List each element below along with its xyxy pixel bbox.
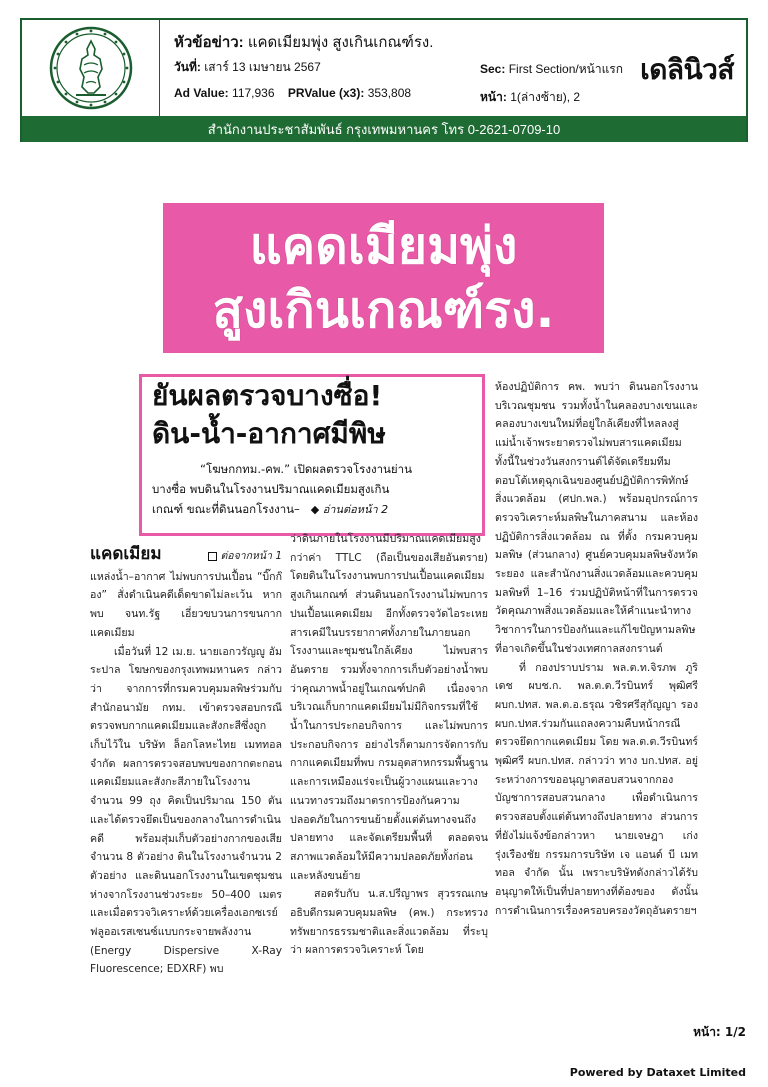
sec-label: Sec: [480,62,506,76]
continue-ref: ◆ อ่านต่อหน้า 2 [310,503,389,516]
date-value: เสาร์ 13 เมษายน 2567 [204,60,321,74]
article-column-1 [90,545,282,1015]
headline-value: แคดเมียมพุ่ง สูงเกินเกณฑ์รง. [247,34,434,51]
headline-line-1: แคดเมียมพุ่ง [249,217,518,275]
bangkok-seal-icon [48,25,134,111]
date-label: วันที่: [174,60,201,74]
clipping-header [20,18,748,142]
page-number: หน้า: 1/2 [693,1025,746,1039]
ad-value: 117,936 [232,86,275,100]
subheadline-title-2: ดิน-น้ำ-อากาศมีพิษ [152,417,386,450]
subheadline-title-1: ยันผลตรวจบางซื่อ! [152,379,383,412]
col2-paragraph: ว่าดินภายในโรงงานมีปริมาณแคดเมียมสูงกว่าค่า TTLC (ถือเป็นของเสียอันตราย) โดยดินในโรงงานพบการปนเปื้อนแคดเมียมสูงเกินเกณฑ์ ส่วนดินนอกโรงงานไม่พบการปนเปื้อนแคดเมียม อีกทั้งตรวจวัดไอระเหยสารเคมีในบรรยากาศทั้งภายในภายนอกโรงงานและชุมชนใกล้เคียง ไม่พบสารอันตราย รวมทั้งจากการเก็บตัวอย่างน้ำพบว่าคุณภาพน้ำอยู่ในเกณฑ์ปกติ เนื่องจากบริเวณเก็บกากแคดเมียมไม่มีกิจกรรมที่ใช้น้ำในการประกอบกิจการ และไม่พบการประกอบกิจการ อย่างไรก็ตามการจัดการกับกากแคดเมียมที่พบ กรมอุตสาหกรรมพื้นฐานและการเหมืองแร่จะเป็นผู้วางแผนและวางแนวทางรวมถึงมาตรการป้องกันความปลอดภัยในการขนย้ายตั้งแต่ต้นทางจนถึงปลายทาง และจัดเตรียมพื้นที่ ตลอดจนสภาพแวดล้อมให้มีความปลอดภัยทั้งก่อนและหลังขนย้าย [290,533,488,882]
headline-row [174,30,433,54]
powered-by: Powered by Dataxet Limited [569,1066,746,1079]
article-column-3 [495,378,698,1010]
article-column-2 [290,530,488,1012]
newspaper-brand: เดลินิวส์ [640,53,734,86]
lead-line-3-text: เกณฑ์ ขณะที่ดินนอกโรงงาน– [152,502,300,516]
kicker-row [90,545,282,566]
pr-value: 353,808 [367,86,412,100]
col3-paragraph: ที่ กองปราบปราม พล.ต.ท.จิรภพ ภูริเดช ผบช.ก. พล.ต.ต.วีรบินทร์ พุฒิศรี ผบก.ปทส. พล.ต.อ.ธรุณ วชิรศรีสุกัญญา รอง ผบก.ปทส.ร่วมกันแถลงความคืบหน้ากรณีตรวจยึดกากแคดเมียม โดย พล.ต.ต.วีรบินทร์ พุฒิศรี ผบก.ปทส. กล่าวว่า ทาง บก.ปทส. อยู่ระหว่างการขออนุญาตสอบสวนจากกองบัญชาการสอบสวนกลาง เพื่อดำเนินการตรวจสอบตั้งแต่ต้นทางถึงปลายทาง ส่วนการที่ยังไม่แจ้งข้อกล่าวหา นายเจษฎา เก่งรุ่งเรืองชัย กรรมการบริษัท เจ แอนด์ บี เมททอล จำกัด นั้น เพราะบริษัทดังกล่าวได้รับอนุญาตให้เป็นที่ปลายทางที่ต้องของ ดังนั้นการดำเนินการเรื่องครอบครองวัตถุอันตรายฯ [495,661,698,917]
pr-label: PRValue (x3): [287,86,365,100]
sec-value: First Section/หน้าแรก [508,62,624,76]
value-row [174,86,411,100]
headline-line-2: สูงเกินเกณฑ์รง. [212,281,555,339]
headline-label: หัวข้อข่าว: [174,34,244,51]
header-info [170,26,624,116]
col3-paragraph: ห้องปฏิบัติการ คพ. พบว่า ดินนอกโรงงานบริเวณชุมชน รวมทั้งน้ำในคลองบางเขนและคลองบางเขนใหม่ที่อยู่ใกล้เคียงที่ไหลลงสู่แม่น้ำเจ้าพระยาตรวจไม่พบสารแคดเมียม ทั้งนี้ในช่วงวันสงกรานต์ได้จัดเตรียมทีมตอบโต้เหตุฉุกเฉินของศูนย์ปฏิบัติการพิทักษ์สิ่งแวดล้อม (ศปก.พล.) พร้อมอุปกรณ์การตรวจวิเคราะห์มลพิษในภาคสนาม และห้องปฏิบัติการสิ่งแวดล้อม ณ ที่ตั้ง กรมควบคุมมลพิษ (ส่วนกลาง) ศูนย์ควบคุมมลพิษจังหวัดระยอง และสำนักงานสิ่งแวดล้อมและควบคุมมลพิษที่ 1–16 ร่วมปฏิบัติหน้าที่ในการตรวจวัดคุณภาพสิ่งแวดล้อมและให้คำแนะนำทางวิชาการในการป้องกันและแก้ไขปัญหามลพิษที่อาจเกิดขึ้นในช่วงเทศกาลสงกรานต์ [495,381,698,655]
ad-label: Ad Value: [174,86,229,100]
subheadline-box [139,374,485,536]
logo-cell [22,20,160,116]
article-kicker: แคดเมียม [90,545,162,564]
subheadline-lead [152,459,478,520]
main-headline [163,203,604,353]
agency-band: สำนักงานประชาสัมพันธ์ กรุงเทพมหานคร โทร 0-2621-0709-10 [22,116,746,142]
kicker-ref [208,547,282,566]
kicker-ref-text: ต่อจากหน้า 1 [220,550,282,562]
page-value: 1(ล่างซ้าย), 2 [510,90,581,104]
col1-paragraph: แหล่งน้ำ–อากาศ ไม่พบการปนเปื้อน “บิ๊กก๊อง” สั่งดำเนินคดีเด็ดขาดไม่ละเว้น หากพบ จนท.รัฐ เอี่ยวขบวนการขนกากแคดเมียม [90,570,282,639]
lead-line-3 [152,499,478,520]
brand-wrap [584,50,734,90]
lead-line-2: บางซื่อ พบดินในโรงงานปริมาณแคดเมียมสูงเกิน [152,482,390,496]
lead-line-1: “โฆษกกทม.-คพ.” เปิดผลตรวจโรงงานย่าน [200,462,412,476]
date-row [174,58,321,77]
col2-paragraph: สอดรับกับ น.ส.ปรีญาพร สุวรรณเกษ อธิบดีกรมควบคุมมลพิษ (คพ.) กระทรวงทรัพยากรธรรมชาติและสิ่งแวดล้อม ที่ระบุว่า ผลการตรวจวิเคราะห์ โดย [290,888,488,957]
square-icon [208,552,217,561]
col1-paragraph: เมื่อวันที่ 12 เม.ย. นายเอกวรัญญู อัมระปาล โฆษกของกรุงเทพมหานคร กล่าวว่า จากการที่กรมควบคุมมลพิษร่วมกับ สำนักอนามัย กทม. เข้าตรวจสอบกรณีตรวจพบกากแคดเมียมและสังกะสีซึ่งถูกเก็บไว้ใน บริษัท ล็อกโลหะไทย เมททอล จำกัด ผลการตรวจสอบพบของกากตะกอนแคดเมียมและสังกะสีภายในโรงงานจำนวน 99 ถุง คิดเป็นปริมาณ 150 ตัน และได้ตรวจยึดเป็นของกลางในการดำเนินคดี พร้อมสุ่มเก็บตัวอย่างกากของเสียจำนวน 8 ตัวอย่าง ดินในโรงงานจำนวน 2 ตัวอย่าง และดินนอกโรงงานในเขตชุมชน ห่างจากโรงงานช่วงระยะ 50–400 เมตร และเมื่อตรวจวิเคราะห์ด้วยเครื่องเอกซเรย์ฟลูออเรสเซนซ์แบบกระจายพลังงาน (Energy Dispersive X-Ray Fluorescence; EDXRF) พบ [90,645,282,976]
page-row [480,88,580,107]
page-label: หน้า: [480,90,507,104]
